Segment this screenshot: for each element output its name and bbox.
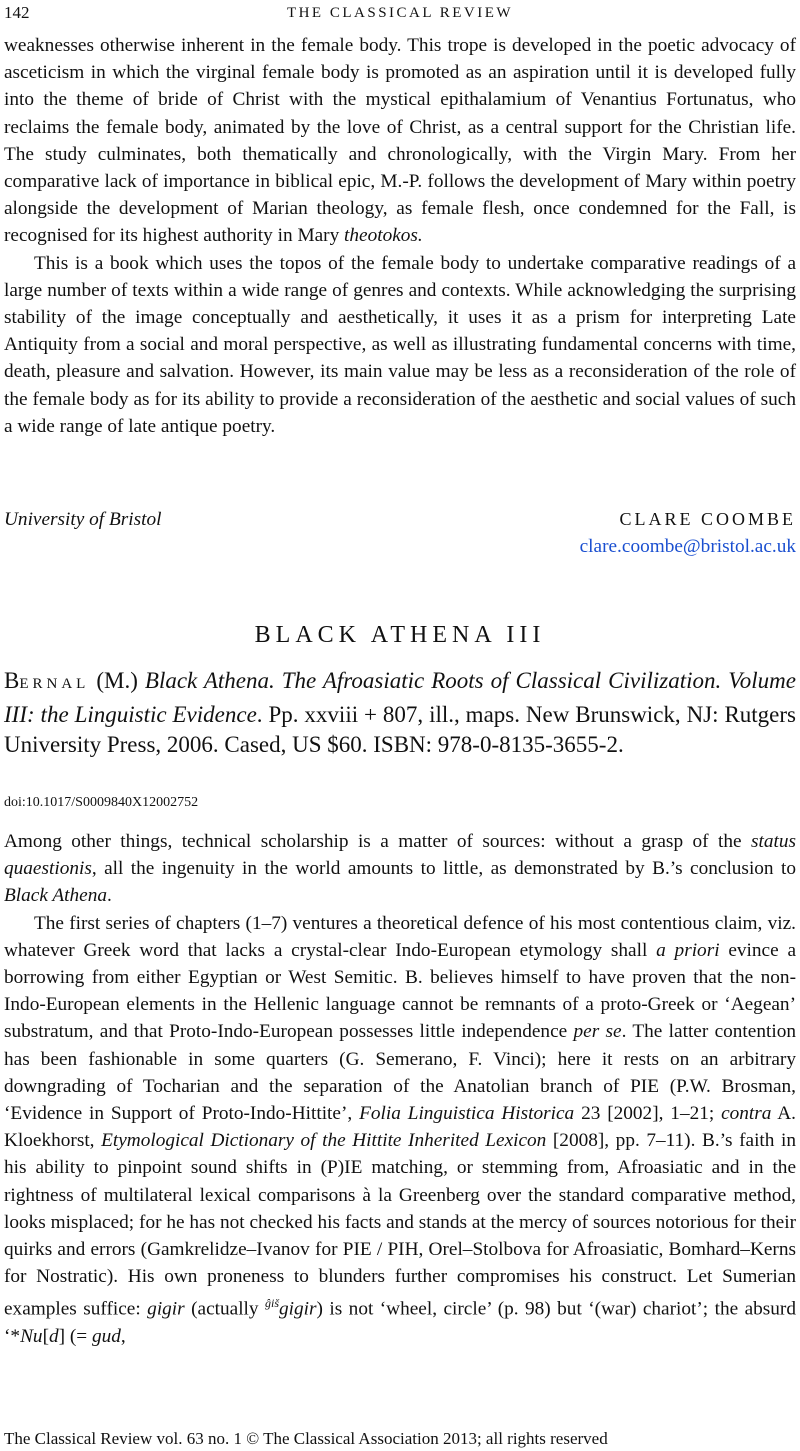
italic-term: Black Athena	[4, 885, 107, 907]
italic-term: Nu	[20, 1326, 43, 1348]
text-run: ] (=	[58, 1326, 92, 1348]
italic-term: a priori	[656, 939, 720, 961]
italic-term: per se	[573, 1021, 622, 1043]
superscript-determinative: ĝiš	[265, 1296, 280, 1311]
text-run: [	[42, 1326, 49, 1348]
text-run: .	[106, 885, 112, 907]
text-run: . The latter contention has been fashionable in some quarters (G. Semerano, F. Vinci); here it rests on an arbitrary downgrading of Tocharian and the separation of the Anatolian branch of PIE (P.W. Brosman, ‘Evidence in Support of Proto-Indo-Hittite’,	[4, 1021, 796, 1125]
reviewer-name: CLARE COOMBE	[619, 509, 796, 529]
text-run: evince a borrowing from either Egyptian or West Semitic. B. believes himself to have proven that the non-Indo-European elements in the Hellenic language cannot be remnants of a proto-Greek or ‘Aegean’ substratum, and that Proto-Indo-European possesses little independence	[4, 939, 797, 1043]
reviewer-affiliation: University of Bristol	[4, 509, 162, 530]
italic-term: gigir	[279, 1298, 317, 1320]
bibliographic-entry	[4, 666, 796, 761]
journal-name: THE CLASSICAL REVIEW	[286, 5, 514, 21]
paragraph	[4, 828, 796, 910]
book-title: Black Athena. The Afroasiatic Roots of Classical Civilization. Volume III: the Linguistic Evidence	[4, 668, 796, 727]
citation	[4, 666, 796, 761]
author-initial: B	[4, 668, 20, 693]
text-run: A. Kloekhorst,	[4, 1103, 796, 1152]
review-body	[4, 828, 796, 1350]
italic-term: theotokos.	[344, 225, 423, 247]
paragraph	[4, 910, 796, 1351]
text-run: [2008], pp. 7–11). B.’s faith in his ability to pinpoint sound shifts in (P)IE matching, or stemming from, Afroasiatic and in the rightness of multilateral lexical comparisons à la Greenberg over the standard comparative method, looks misplaced; for he has not checked his facts and stands at the mercy of sources notorious for their quirks and errors (Gamkrelidze–Ivanov for PIE / PIH, Orel–Stolbova for Afroasiatic, Bomhard–Kerns for Nostratic). His own proneness to blunders further compromises his construct. Let Sumerian examples suffice:	[4, 1130, 796, 1320]
doi-link[interactable]: doi:10.1017/S0009840X12002752	[4, 795, 199, 810]
text-run: 23 [2002], 1–21;	[574, 1103, 722, 1125]
review-title: BLACK ATHENA III	[254, 622, 546, 648]
page-number: 142	[4, 3, 30, 22]
italic-term: d	[49, 1326, 59, 1348]
italic-term: Etymological Dictionary of the Hittite Inherited Lexicon	[101, 1130, 547, 1152]
italic-term: gud	[92, 1326, 121, 1348]
text-run: ,	[120, 1326, 126, 1348]
italic-term: contra	[721, 1103, 772, 1125]
text-run: (actually	[184, 1298, 265, 1320]
running-head	[4, 2, 796, 24]
copyright-footer: The Classical Review vol. 63 no. 1 © The Classical Association 2013; all rights reserved	[4, 1429, 608, 1448]
author-surname: ERNAL	[19, 676, 90, 692]
paragraph-text: weaknesses otherwise inherent in the female body. This trope is developed in the poetic advocacy of asceticism in which the virginal female body is promoted as an aspiration until it is developed fully into the theme of bride of Christ with the mystical epithalamium of Venantius Fortunatus, who reclaims the female body, animated by the love of Christ, as a central support for the Christian life. The study culminates, both thematically and chronologically, with the Virgin Mary. From her comparative lack of importance in biblical epic, M.-P. follows the development of Mary within poetry alongside the development of Marian theology, as female flesh, once condemned for the Fall, is recognised for its highest authority in Mary	[4, 35, 796, 247]
text-run: , all the ingenuity in the world amounts to little, as demonstrated by B.’s conclusion to	[91, 858, 796, 880]
text-run: The first series of chapters (1–7) ventures a theoretical defence of his most contentious claim, viz. whatever Greek word that lacks a crystal-clear Indo-European etymology shall	[4, 912, 796, 961]
text-run: Among other things, technical scholarship is a matter of sources: without a grasp of the	[4, 831, 751, 852]
italic-term: gigir	[147, 1298, 185, 1320]
text-run: ) is not ‘wheel, circle’ (p. 98) but ‘(war) chariot’; the absurd ‘*	[4, 1298, 796, 1348]
previous-review-text	[4, 32, 796, 440]
paragraph: This is a book which uses the topos of the female body to undertake comparative readings of a large number of texts within a wide range of genres and contexts. While acknowledging the surprising stability of the image conceptually and aesthetically, it uses it as a prism for interpreting Late Antiquity from a social and moral perspective, as well as illustrating fundamental concerns with time, death, pleasure and salvation. However, its main value may be less as a reconsideration of the role of the female body as for its ability to provide a reconsideration of the aesthetic and social values of such a wide range of late antique poetry.	[4, 252, 796, 437]
paragraph	[4, 32, 796, 250]
italic-term: status quaestionis	[4, 831, 796, 880]
author-forename: (M.)	[89, 668, 145, 693]
italic-term: Folia Linguistica Historica	[359, 1103, 575, 1125]
reviewer-email-link[interactable]: clare.coombe@bristol.ac.uk	[579, 536, 796, 557]
reviewer-signature	[4, 506, 796, 560]
book-details: . Pp. xxviii + 807, ill., maps. New Brunswick, NJ: Rutgers University Press, 2006. Cased, US $60. ISBN: 978-0-8135-3655-2.	[4, 701, 796, 757]
